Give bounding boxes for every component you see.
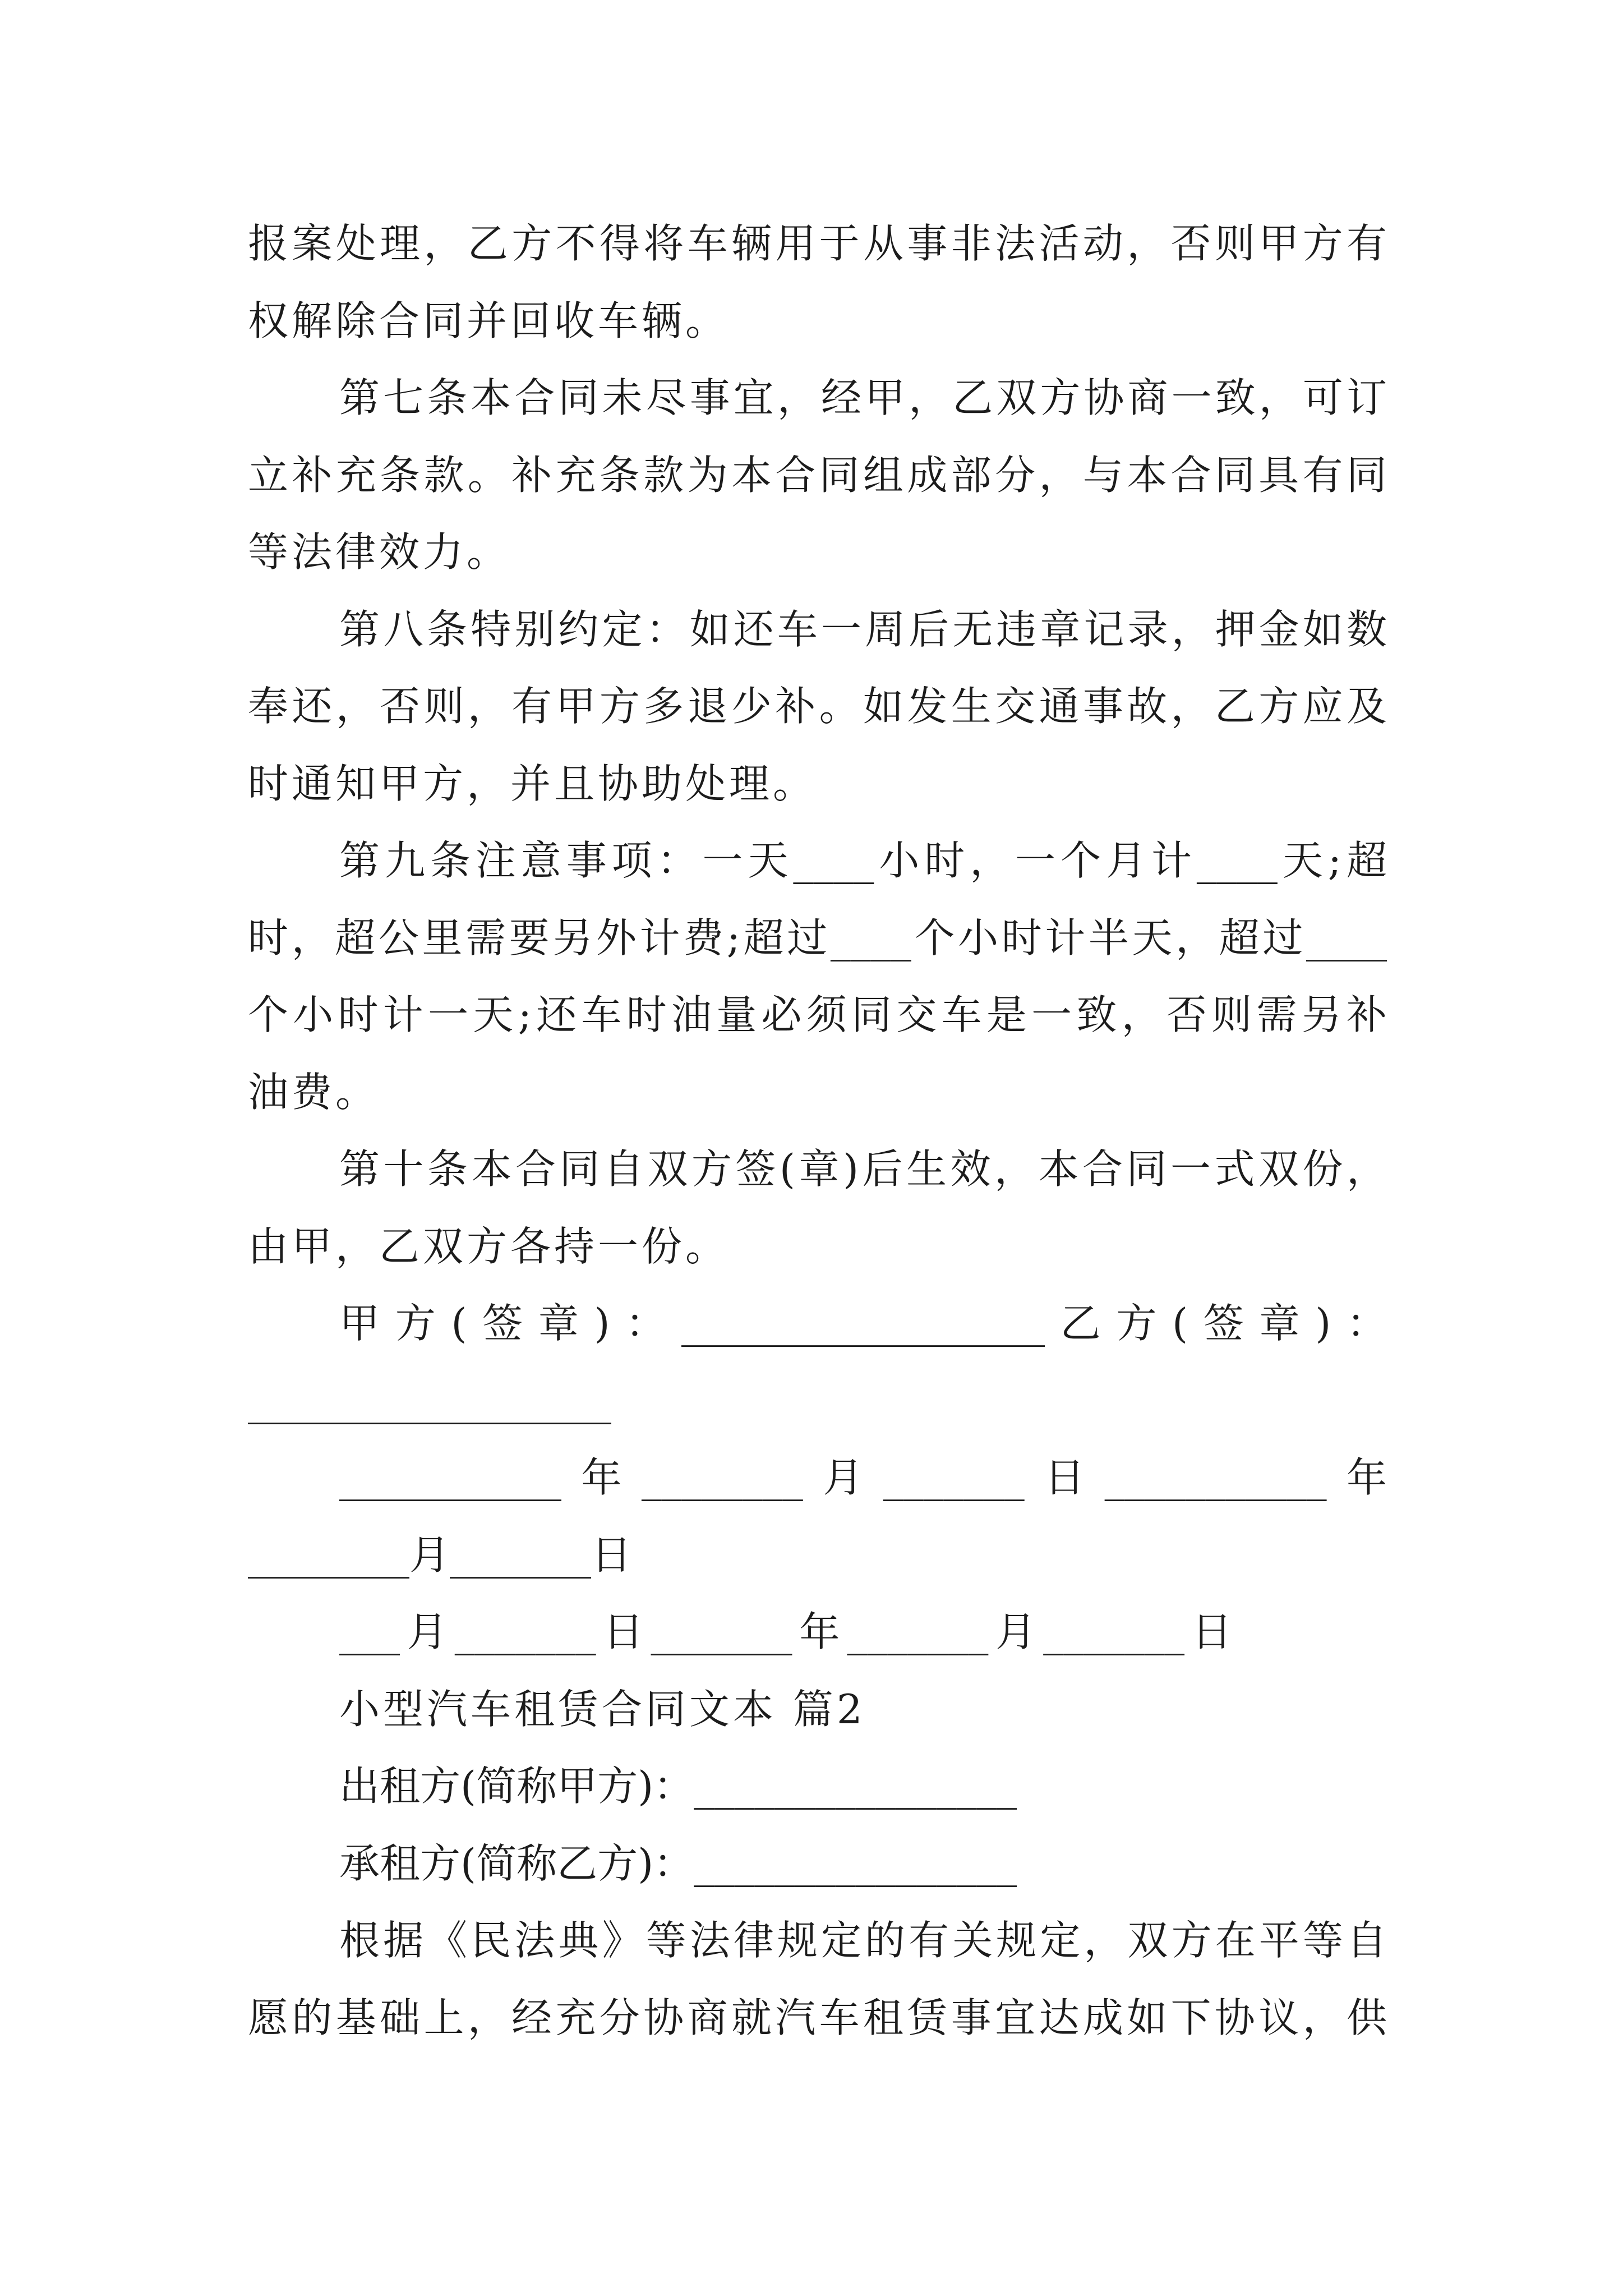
signature-blank: __________________ — [248, 1377, 611, 1424]
article-8-line: 时通知甲方，并且协助处理。 — [248, 760, 817, 807]
intro-line: 愿的基础上，经充分协商就汽车租赁事宜达成如下协议，供 — [248, 1994, 1387, 2041]
date-line: ___月_______日_______年_______月_______日 — [339, 1608, 1232, 1655]
article-10-line: 由甲，乙双方各持一份。 — [248, 1222, 730, 1270]
article-8-line: 奉还，否则，有甲方多退少补。如发生交通事故，乙方应及 — [248, 683, 1387, 730]
lessee-field: 承租方(简称乙方)：________________ — [339, 1839, 1017, 1887]
article-7-line: 第七条本合同未尽事宜，经甲，乙双方协商一致，可订 — [339, 374, 1387, 421]
article-9-line: 时，超公里需要另外计费;超过____个小时计半天，超过____ — [248, 914, 1387, 961]
article-7-line: 立补充条款。补充条款为本合同组成部分，与本合同具有同 — [248, 451, 1387, 499]
date-line: ________月_______日 — [248, 1531, 631, 1579]
signature-line: 甲方(签章)：__________________乙方(签章)： — [339, 1300, 1387, 1347]
article-9-line: 个小时计一天;还车时油量必须同交车是一致，否则需另补 — [248, 991, 1387, 1038]
lessor-field: 出租方(简称甲方)：________________ — [339, 1763, 1017, 1810]
article-9-line: 油费。 — [248, 1068, 380, 1116]
section-heading: 小型汽车租赁合同文本 篇2 — [339, 1685, 866, 1733]
article-7-line: 等法律效力。 — [248, 528, 511, 576]
date-line: ___________年________月_______日___________年 — [339, 1454, 1387, 1501]
article-10-line: 第十条本合同自双方签(章)后生效，本合同一式双份， — [339, 1145, 1387, 1193]
intro-line: 根据《民法典》等法律规定的有关规定，双方在平等自 — [339, 1917, 1387, 1964]
text-line: 权解除合同并回收车辆。 — [248, 297, 730, 344]
text-line: 报案处理，乙方不得将车辆用于从事非法活动，否则甲方有 — [248, 220, 1387, 267]
article-9-line: 第九条注意事项：一天____小时，一个月计____天;超 — [339, 837, 1387, 884]
article-8-line: 第八条特别约定：如还车一周后无违章记录，押金如数 — [339, 605, 1387, 653]
